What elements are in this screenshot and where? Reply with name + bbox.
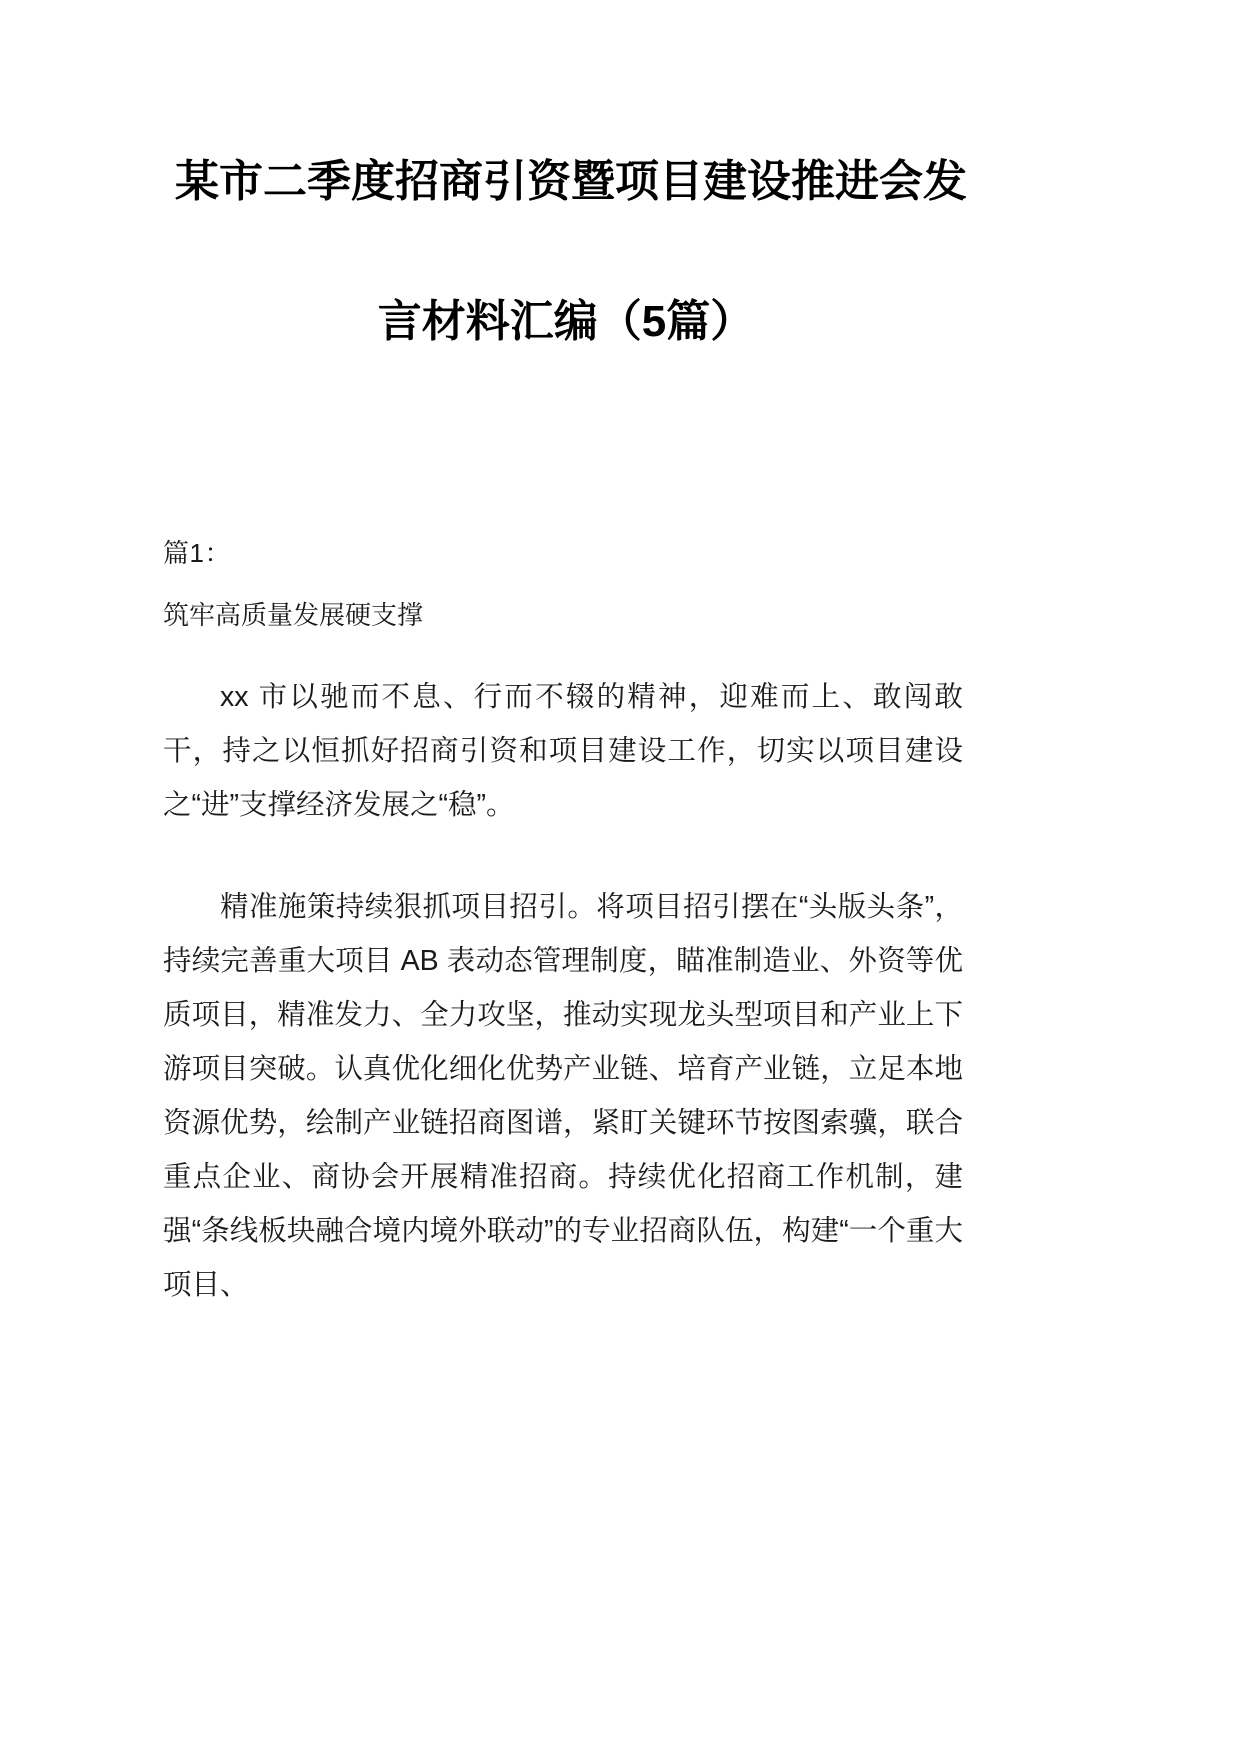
page-title [163,0,967,346]
piece-label: 篇1： [163,538,231,568]
document-body [163,540,963,1312]
page-content [163,0,967,1312]
section-subtitle: 筑牢高质量发展硬支撑 [163,600,424,630]
document-title-line-2: 言材料汇编（5篇） [377,297,755,346]
body-paragraph-2: 精准施策持续狠抓项目招引。将项目招引摆在“头版头条”，持续完善重大项目 AB 表动态管理制度，瞄准制造业、外资等优质项目，精准发力、全力攻坚，推动实现龙头型项目和产业上下游项目突破。认真优化细化优势产业链、培育产业链，立足本地资源优势，绘制产业链招商图谱，紧盯关键环节按图索骥，联合重点企业、商协会开展精准招商。持续优化招商工作机制，建强“条线板块融合境内境外联动”的专业招商队伍，构建“一个重大项目、 [163,891,963,1301]
body-paragraph-1: xx 市以驰而不息、行而不辍的精神，迎难而上、敢闯敢干，持之以恒抓好招商引资和项目建设工作，切实以项目建设之“进”支撑经济发展之“稳”。 [163,681,963,821]
document-title-line-1: 某市二季度招商引资暨项目建设推进会发 [175,157,967,206]
